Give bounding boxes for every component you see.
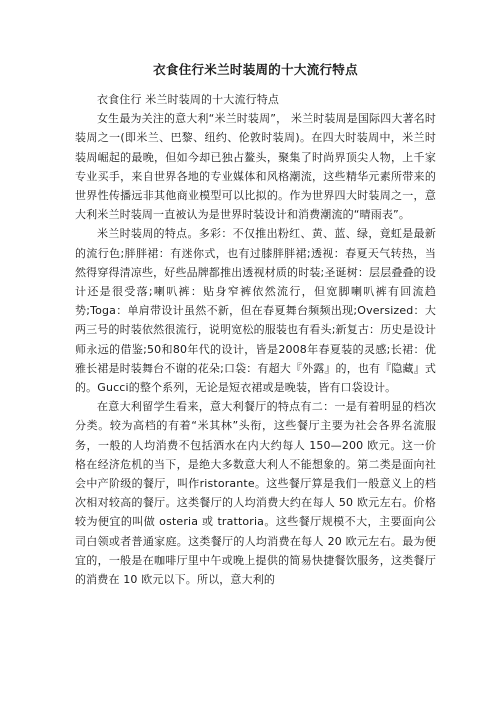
paragraph-features: 米兰时装周的特点。多彩：不仅推出粉红、黄、蓝、绿，竟虹是最新的流行色;胖胖裙：有迷你式，也有过膝胖胖裙;透视：春夏天气转热，当然得穿得清凉些，好些品牌都推出透视材质的时装;圣诞树：层层叠叠的设计还是很受落;喇叭裤：贴身窄裤依然流行，但宽脚喇叭裤有回流趋势;Toga：单肩带设计虽然不新，但在春夏舞台频频出现;Oversized：大两三号的时装依然很流行，说明宽松的服装也有看头;新复古：历史是设计师永远的借鉴;50和80年代的设计，皆是2008年春夏装的灵感;长裙：优雅长裙是时装舞台不谢的花朵;口袋：有超大『外露』的，也有『隐藏』式的。Gucci的整个系列，无论是短衣裙或是晚装，皆有口袋设计。 bbox=[75, 227, 436, 395]
document-title: 衣食住行米兰时装周的十大流行特点 bbox=[153, 62, 358, 77]
paragraph-intro: 女生最为关注的意大利“米兰时装周”， 米兰时装周是国际四大著名时装周之一(即米兰、巴黎、纽约、伦敦时装周)。在四大时装周中，米兰时装周崛起的最晚，但如今却已独占鳌头，聚集了时尚界顶尖人物，上千家专业买手，来自世界各地的专业媒体和风格潮流，这些精华元素所带来的世界性传播远非其他商业模型可以比拟的。作为世界四大时装周之一，意大利米兰时装周一直被认为是世界时装设计和消费潮流的“晴雨表”。 bbox=[75, 112, 436, 222]
paragraph-subtitle: 衣食住行 米兰时装周的十大流行特点 bbox=[97, 93, 280, 106]
paragraph-restaurants: 在意大利留学生看来，意大利餐厅的特点有二：一是有着明显的档次分类。较为高档的有着“米其林”头衔，这些餐厅主要为社会各界名流服务，一般的人均消费不包括酒水在内大约每人 150—200 欧元。这一价格在经济危机的当下，是绝大多数意大利人不能想象的。第二类是面向社会中产阶级的餐厅，叫作ristorante。这些餐厅算是我们一般意义上的档次相对较高的餐厅。这类餐厅的人均消费大约在每人 50 欧元左右。价格较为便宜的叫做 osteria 或 trattoria。这些餐厅规模不大，主要面向公司白领或者普通家庭。这类餐厅的人均消费在每人 20 欧元左右。最为便宜的，一般是在咖啡厅里中午或晚上提供的简易快捷餐饮服务，这类餐厅的消费在 10 欧元以下。所以，意大利的 bbox=[75, 400, 436, 587]
